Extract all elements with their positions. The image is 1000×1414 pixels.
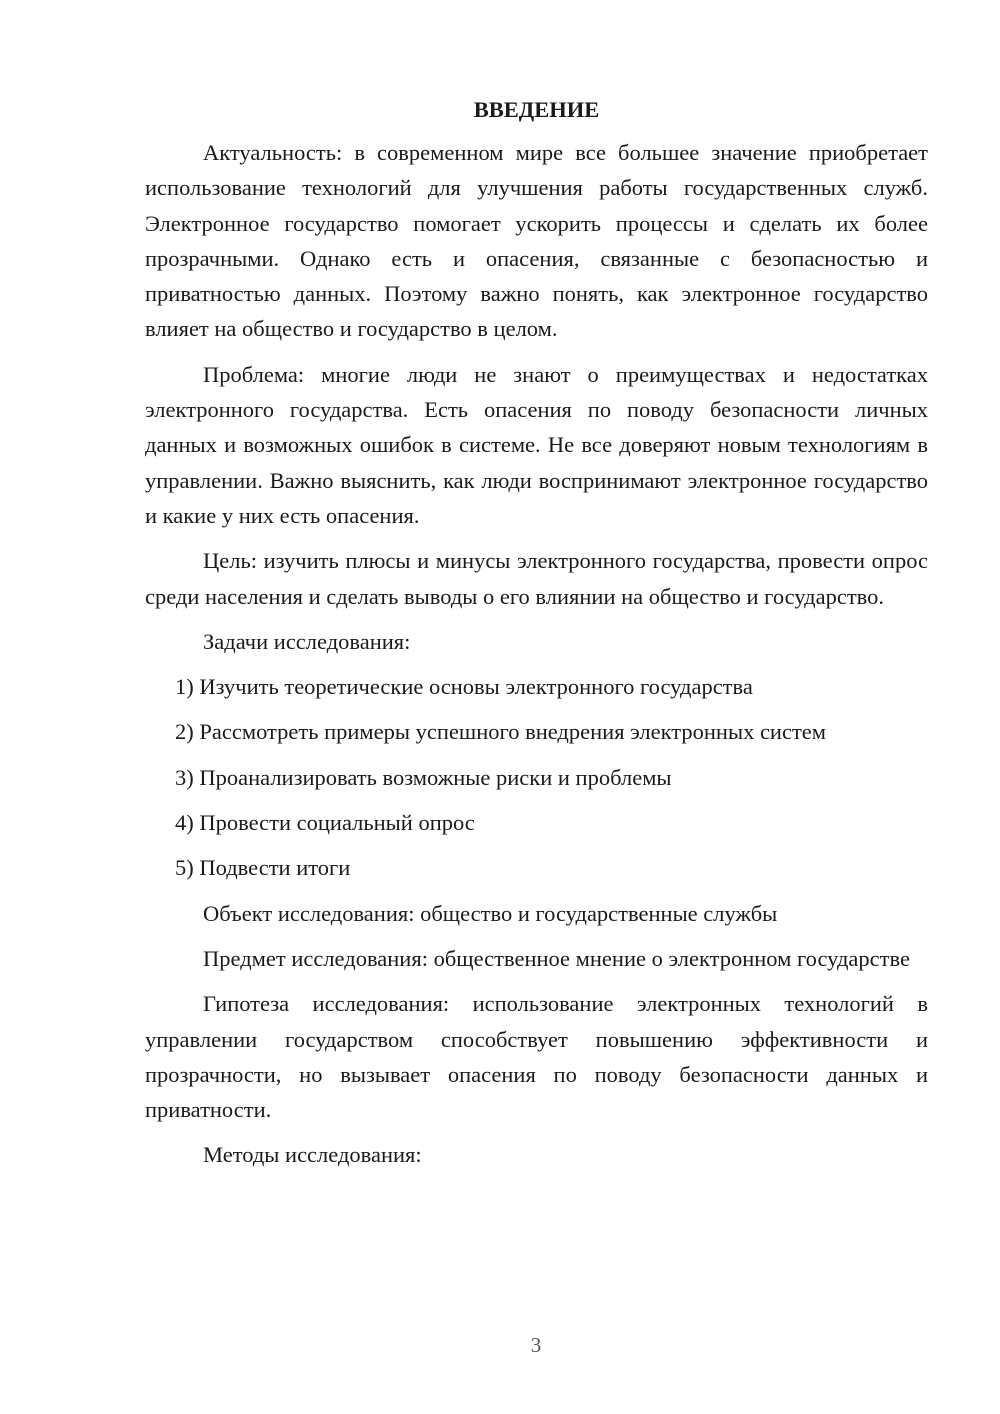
- object-paragraph: Объект исследования: общество и государственные службы: [203, 900, 778, 926]
- page-number: 3: [530, 1333, 542, 1357]
- relevance-paragraph: Актуальность: в современном мире все большее значение приобретает использование технологий для улучшения работы государственных служб. Электронное государство помогает ускорить процессы и сделать их более прозрачными. Однако есть и опасения, связанные с безопасностью и приватностью данных. Поэтому важно понять, как электронное государство влияет на общество и государство в целом.: [145, 140, 928, 342]
- list-item: 4) Провести социальный опрос: [175, 810, 475, 836]
- tasks-intro: Задачи исследования:: [203, 628, 411, 654]
- problem-paragraph: Проблема: многие люди не знают о преимуществах и недостатках электронного государства. Есть опасения по поводу безопасности личных данных и возможных ошибок в системе. Не все доверяют новым технологиям в управлении. Важно выяснить, как люди воспринимают электронное государство и какие у них есть опасения.: [145, 361, 928, 528]
- list-item: 1) Изучить теоретические основы электронного государства: [175, 674, 753, 700]
- page-title: ВВЕДЕНИЕ: [473, 97, 600, 122]
- tasks-list: [145, 669, 928, 885]
- list-item: 2) Рассмотреть примеры успешного внедрения электронных систем: [175, 719, 827, 745]
- list-item: 3) Проанализировать возможные риски и проблемы: [175, 764, 672, 790]
- document-page: [145, 92, 928, 1183]
- methods-paragraph: Методы исследования:: [203, 1142, 422, 1168]
- list-item: 5) Подвести итоги: [175, 855, 351, 881]
- goal-paragraph: Цель: изучить плюсы и минусы электронного государства, провести опрос среди населения и сделать выводы о его влиянии на общество и государство.: [145, 548, 928, 609]
- subject-paragraph: Предмет исследования: общественное мнение о электронном государстве: [203, 945, 910, 971]
- hypothesis-paragraph: Гипотеза исследования: использование электронных технологий в управлении государством способствует повышению эффективности и прозрачности, но вызывает опасения по поводу безопасности данных и приватности.: [145, 991, 928, 1123]
